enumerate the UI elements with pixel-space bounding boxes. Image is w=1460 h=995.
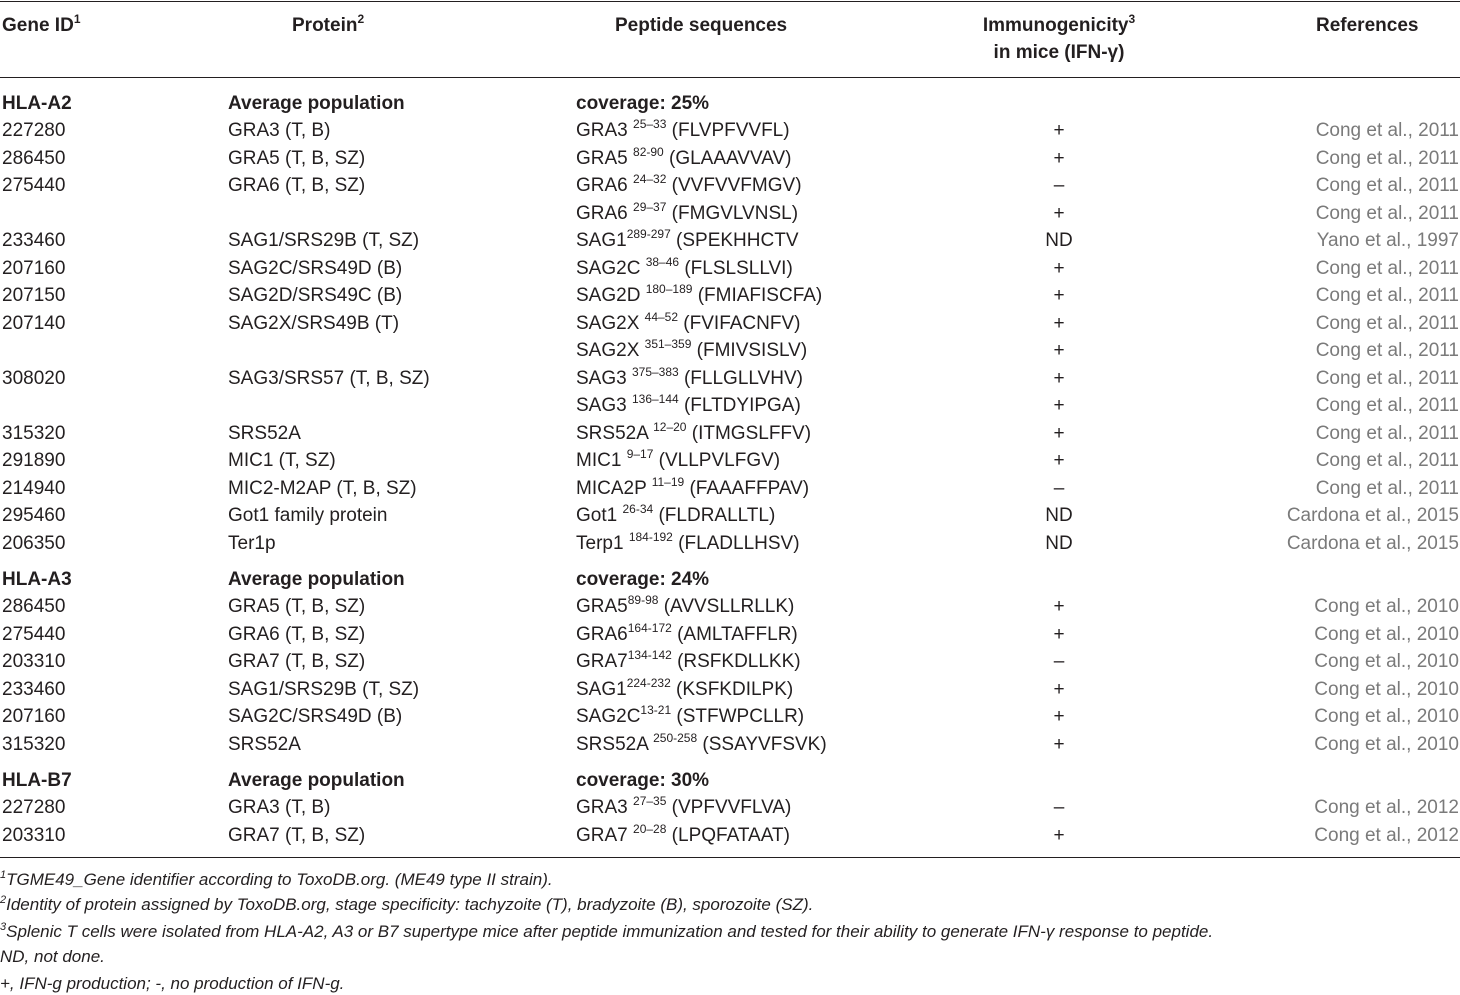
cell-reference: Cong et al., 2011 bbox=[1315, 313, 1459, 334]
cell-protein: SAG2X/SRS49B (T) bbox=[228, 313, 400, 334]
cell-gene-id: 275440 bbox=[2, 624, 66, 645]
cell-gene-id: 207160 bbox=[2, 706, 66, 727]
cell-peptide: SAG3 $^{375-383}$ (FLLGLLVHV) bbox=[576, 365, 803, 389]
cell-protein: SAG3/SRS57 (T, B, SZ) bbox=[228, 368, 430, 389]
table-bottom-rule bbox=[0, 857, 1460, 858]
table-row: SAG2X $^{351-359}$ (FMIVSISLV) + Cong et al., 2011 bbox=[0, 337, 1460, 364]
header-peptide-sequences: Peptide sequences bbox=[615, 15, 788, 36]
cell-reference: Yano et al., 1997 bbox=[1316, 230, 1459, 251]
cell-reference: Cardona et al., 2015 bbox=[1286, 533, 1459, 554]
cell-peptide: MICA2P $^{11-19}$ (FAAAFFPAV) bbox=[576, 475, 810, 499]
cell-protein: SAG1/SRS29B (T, SZ) bbox=[228, 679, 420, 700]
header-gene-id: Gene $ID^1$ bbox=[2, 12, 81, 36]
cell-peptide: GRA7$^{134-142}$ (RSFKDLLKK) bbox=[576, 648, 801, 672]
cell-protein: SAG2D/SRS49C (B) bbox=[228, 285, 403, 306]
cell-peptide: SRS52A $^{250-258}$ (SSAYVFSVK) bbox=[576, 731, 827, 755]
table-row: 203310 GRA7 (T, B, SZ) GRA7$^{134-142}$ (RSFKDLLKK) – Cong et al., 2010 bbox=[0, 648, 1460, 675]
cell-peptide: Got1 $^{26-34}$ (FLDRALLTL) bbox=[576, 502, 776, 526]
table-row: 315320 SRS52A SRS52A $^{12-20}$ (ITMGSLFFV) + Cong et al., 2011 bbox=[0, 420, 1460, 447]
table-row: GRA6 $^{29-37}$ (FMGVLVNSL) + Cong et al., 2011 bbox=[0, 200, 1460, 227]
footnote: $^1$TGME49_Gene identifier according to ToxoDB.org. (ME49 type II strain). bbox=[0, 869, 553, 889]
cell-protein: GRA5 (T, B, SZ) bbox=[228, 596, 366, 617]
table-group-row bbox=[0, 767, 1460, 794]
cell-protein: SRS52A bbox=[228, 734, 301, 755]
table-row: 206350 Ter1p Terp1 $^{184-192}$ (FLADLLHSV) ND Cardona et al., 2015 bbox=[0, 530, 1460, 557]
cell-peptide: MIC1 $^{9-17}$ (VLLPVLFGV) bbox=[576, 447, 781, 471]
cell-gene-id: 207160 bbox=[2, 258, 66, 279]
cell-reference: Cong et al., 2010 bbox=[1314, 651, 1459, 672]
cell-coverage: coverage: 25% bbox=[576, 93, 710, 114]
footnote: $^2$Identity of protein assigned by ToxoDB.org, stage specificity: tachyzoite (T), bradyzoite (B), sporozoite (SZ). bbox=[0, 894, 814, 914]
table-row: 207160 SAG2C/SRS49D (B) $SAG2C^{13-21}$ (STFWPCLLR) + Cong et al., 2010 bbox=[0, 703, 1460, 730]
cell-gene-id: HLA-A2 bbox=[2, 93, 72, 114]
cell-peptide: GRA6 $^{29-37}$ (FMGVLVNSL) bbox=[576, 200, 799, 224]
table-row: 207160 SAG2C/SRS49D (B) SAG2C $^{38-46}$ (FLSLSLLVI) + Cong et al., 2011 bbox=[0, 255, 1460, 282]
cell-gene-id: 295460 bbox=[2, 505, 66, 526]
cell-gene-id: 315320 bbox=[2, 734, 66, 755]
cell-protein: SAG2C/SRS49D (B) bbox=[228, 706, 403, 727]
cell-reference: Cong et al., 2010 bbox=[1314, 596, 1459, 617]
cell-gene-id: HLA-B7 bbox=[2, 770, 72, 791]
cell-protein: Got1 family protein bbox=[228, 505, 388, 526]
cell-peptide: GRA3 $^{27-35}$ (VPFVVFLVA) bbox=[576, 794, 792, 818]
cell-peptide: Terp1 $^{184-192}$ (FLADLLHSV) bbox=[576, 530, 800, 554]
cell-reference: Cong et al., 2012 bbox=[1314, 797, 1459, 818]
cell-reference: Cong et al., 2011 bbox=[1315, 368, 1459, 389]
cell-gene-id: 291890 bbox=[2, 450, 66, 471]
cell-reference: Cong et al., 2011 bbox=[1315, 203, 1459, 224]
cell-peptide: GRA7 $^{20-28}$ (LPQFATAAT) bbox=[576, 822, 790, 846]
table-group-row bbox=[0, 90, 1460, 117]
table-row: 227280 GRA3 (T, B) GRA3 $^{27-35}$ (VPFVVFLVA) – Cong et al., 2012 bbox=[0, 794, 1460, 821]
table-row: 308020 SAG3/SRS57 (T, B, SZ) SAG3 $^{375-383}$ (FLLGLLVHV) + Cong et al., 2011 bbox=[0, 365, 1460, 392]
table-row: 286450 GRA5 (T, B, SZ) GRA5 $^{82-90}$ (GLAAAVVAV) + Cong et al., 2011 bbox=[0, 145, 1460, 172]
cell-gene-id: 207150 bbox=[2, 285, 66, 306]
cell-gene-id: 227280 bbox=[2, 797, 66, 818]
footnote: ND, not done. bbox=[0, 947, 105, 966]
cell-protein: MIC2-M2AP (T, B, SZ) bbox=[228, 478, 417, 499]
table-row: 275440 GRA6 (T, B, SZ) GRA6$^{164-172}$ (AMLTAFFLR) + Cong et al., 2010 bbox=[0, 621, 1460, 648]
cell-peptide: SAG2X $^{351-359}$ (FMIVSISLV) bbox=[576, 337, 808, 361]
cell-reference: Cong et al., 2011 bbox=[1315, 148, 1459, 169]
cell-reference: Cong et al., 2011 bbox=[1315, 258, 1459, 279]
table-row: 295460 Got1 family protein Got1 $^{26-34}$ (FLDRALLTL) ND Cardona et al., 2015 bbox=[0, 502, 1460, 529]
table-row: SAG3 $^{136-144}$ (FLTDYIPGA) + Cong et al., 2011 bbox=[0, 392, 1460, 419]
cell-reference: Cong et al., 2011 bbox=[1315, 450, 1459, 471]
header-immunogenicity: Immunogenicity$^3$ in mice (IFN-γ) bbox=[982, 12, 1136, 63]
cell-reference: Cong et al., 2011 bbox=[1315, 120, 1459, 141]
table-row: 291890 MIC1 (T, SZ) MIC1 $^{9-17}$ (VLLPVLFGV) + Cong et al., 2011 bbox=[0, 447, 1460, 474]
cell-gene-id: 286450 bbox=[2, 596, 66, 617]
cell-reference: Cardona et al., 2015 bbox=[1286, 505, 1459, 526]
cell-coverage: coverage: 24% bbox=[576, 569, 710, 590]
cell-peptide: $SAG2C^{13-21}$ (STFWPCLLR) bbox=[576, 703, 805, 727]
cell-gene-id: HLA-A3 bbox=[2, 569, 72, 590]
cell-reference: Cong et al., 2010 bbox=[1314, 734, 1459, 755]
header-protein: Protein$^2$ bbox=[292, 12, 365, 36]
footnote: +, IFN-g production; -, no production of IFN-g. bbox=[0, 974, 345, 993]
table-row: 286450 GRA5 (T, B, SZ) GRA5$^{89-98}$ (AVVSLLRLLK) + Cong et al., 2010 bbox=[0, 593, 1460, 620]
cell-peptide: GRA5$^{89-98}$ (AVVSLLRLLK) bbox=[576, 593, 795, 617]
cell-protein: GRA5 (T, B, SZ) bbox=[228, 148, 366, 169]
header-references: References bbox=[1316, 15, 1419, 36]
cell-protein: GRA3 (T, B) bbox=[228, 120, 331, 141]
cell-protein: Average population bbox=[228, 93, 405, 114]
table-top-rule bbox=[0, 1, 1460, 2]
cell-coverage: coverage: 30% bbox=[576, 770, 710, 791]
table-row: 203310 GRA7 (T, B, SZ) GRA7 $^{20-28}$ (LPQFATAAT) + Cong et al., 2012 bbox=[0, 822, 1460, 849]
cell-peptide: SAG1$^{289-297}$ (SPEKHHCTV bbox=[576, 227, 799, 251]
footnote: $^3$Splenic T cells were isolated from HLA-A2, A3 or B7 supertype mice after peptide immunization and tested for their ability to generate IFN-γ response to peptide. bbox=[0, 921, 1214, 941]
cell-protein: MIC1 (T, SZ) bbox=[228, 450, 336, 471]
cell-protein: GRA3 (T, B) bbox=[228, 797, 331, 818]
cell-protein: SRS52A bbox=[228, 423, 301, 444]
cell-reference: Cong et al., 2011 bbox=[1315, 285, 1459, 306]
cell-reference: Cong et al., 2011 bbox=[1315, 340, 1459, 361]
cell-peptide: GRA6$^{164-172}$ (AMLTAFFLR) bbox=[576, 621, 798, 645]
cell-peptide: GRA6 $^{24-32}$ (VVFVVFMGV) bbox=[576, 172, 802, 196]
cell-protein: Ter1p bbox=[228, 533, 276, 554]
table-row: 233460 SAG1/SRS29B (T, SZ) SAG1$^{224-232}$ (KSFKDILPK) + Cong et al., 2010 bbox=[0, 676, 1460, 703]
cell-reference: Cong et al., 2011 bbox=[1315, 395, 1459, 416]
cell-gene-id: 286450 bbox=[2, 148, 66, 169]
cell-gene-id: 233460 bbox=[2, 230, 66, 251]
cell-peptide: SAG2C $^{38-46}$ (FLSLSLLVI) bbox=[576, 255, 793, 279]
cell-reference: Cong et al., 2010 bbox=[1314, 679, 1459, 700]
table-row: 207150 SAG2D/SRS49C (B) SAG2D $^{180-189}$ (FMIAFISCFA) + Cong et al., 2011 bbox=[0, 282, 1460, 309]
cell-gene-id: 308020 bbox=[2, 368, 66, 389]
cell-protein: GRA6 (T, B, SZ) bbox=[228, 624, 366, 645]
cell-reference: Cong et al., 2011 bbox=[1315, 175, 1459, 196]
cell-gene-id: 206350 bbox=[2, 533, 66, 554]
cell-protein: GRA7 (T, B, SZ) bbox=[228, 825, 366, 846]
cell-gene-id: 233460 bbox=[2, 679, 66, 700]
table-row: 315320 SRS52A SRS52A $^{250-258}$ (SSAYVFSVK) + Cong et al., 2010 bbox=[0, 731, 1460, 758]
cell-reference: Cong et al., 2010 bbox=[1314, 624, 1459, 645]
cell-peptide: SRS52A $^{12-20}$ (ITMGSLFFV) bbox=[576, 420, 812, 444]
cell-gene-id: 203310 bbox=[2, 651, 66, 672]
cell-peptide: SAG1$^{224-232}$ (KSFKDILPK) bbox=[576, 676, 794, 700]
cell-peptide: GRA5 $^{82-90}$ (GLAAAVVAV) bbox=[576, 145, 792, 169]
table-row: 233460 SAG1/SRS29B (T, SZ) SAG1$^{289-297}$ (SPEKHHCTV ND Yano et al., 1997 bbox=[0, 227, 1460, 254]
header-rule bbox=[0, 77, 1460, 78]
table-row: 227280 GRA3 (T, B) GRA3 $^{25-33}$ (FLVPFVVFL) + Cong et al., 2011 bbox=[0, 117, 1460, 144]
cell-reference: Cong et al., 2011 bbox=[1315, 423, 1459, 444]
cell-protein: Average population bbox=[228, 770, 405, 791]
table-row: 214940 MIC2-M2AP (T, B, SZ) MICA2P $^{11-19}$ (FAAAFFPAV) – Cong et al., 2011 bbox=[0, 475, 1460, 502]
table-row: 207140 SAG2X/SRS49B (T) SAG2X $^{44-52}$ (FVIFACNFV) + Cong et al., 2011 bbox=[0, 310, 1460, 337]
cell-peptide: SAG2X $^{44-52}$ (FVIFACNFV) bbox=[576, 310, 801, 334]
cell-reference: Cong et al., 2012 bbox=[1314, 825, 1459, 846]
cell-gene-id: 214940 bbox=[2, 478, 66, 499]
cell-gene-id: 227280 bbox=[2, 120, 66, 141]
cell-peptide: GRA3 $^{25-33}$ (FLVPFVVFL) bbox=[576, 117, 790, 141]
cell-protein: GRA6 (T, B, SZ) bbox=[228, 175, 366, 196]
cell-protein: GRA7 (T, B, SZ) bbox=[228, 651, 366, 672]
cell-gene-id: 275440 bbox=[2, 175, 66, 196]
cell-protein: SAG1/SRS29B (T, SZ) bbox=[228, 230, 420, 251]
cell-reference: Cong et al., 2011 bbox=[1315, 478, 1459, 499]
cell-peptide: SAG2D $^{180-189}$ (FMIAFISCFA) bbox=[576, 282, 823, 306]
cell-gene-id: 203310 bbox=[2, 825, 66, 846]
cell-reference: Cong et al., 2010 bbox=[1314, 706, 1459, 727]
cell-peptide: SAG3 $^{136-144}$ (FLTDYIPGA) bbox=[576, 392, 801, 416]
table-group-row bbox=[0, 566, 1460, 593]
cell-gene-id: 207140 bbox=[2, 313, 66, 334]
table-row: 275440 GRA6 (T, B, SZ) GRA6 $^{24-32}$ (VVFVVFMGV) – Cong et al., 2011 bbox=[0, 172, 1460, 199]
cell-protein: Average population bbox=[228, 569, 405, 590]
cell-gene-id: 315320 bbox=[2, 423, 66, 444]
cell-protein: SAG2C/SRS49D (B) bbox=[228, 258, 403, 279]
